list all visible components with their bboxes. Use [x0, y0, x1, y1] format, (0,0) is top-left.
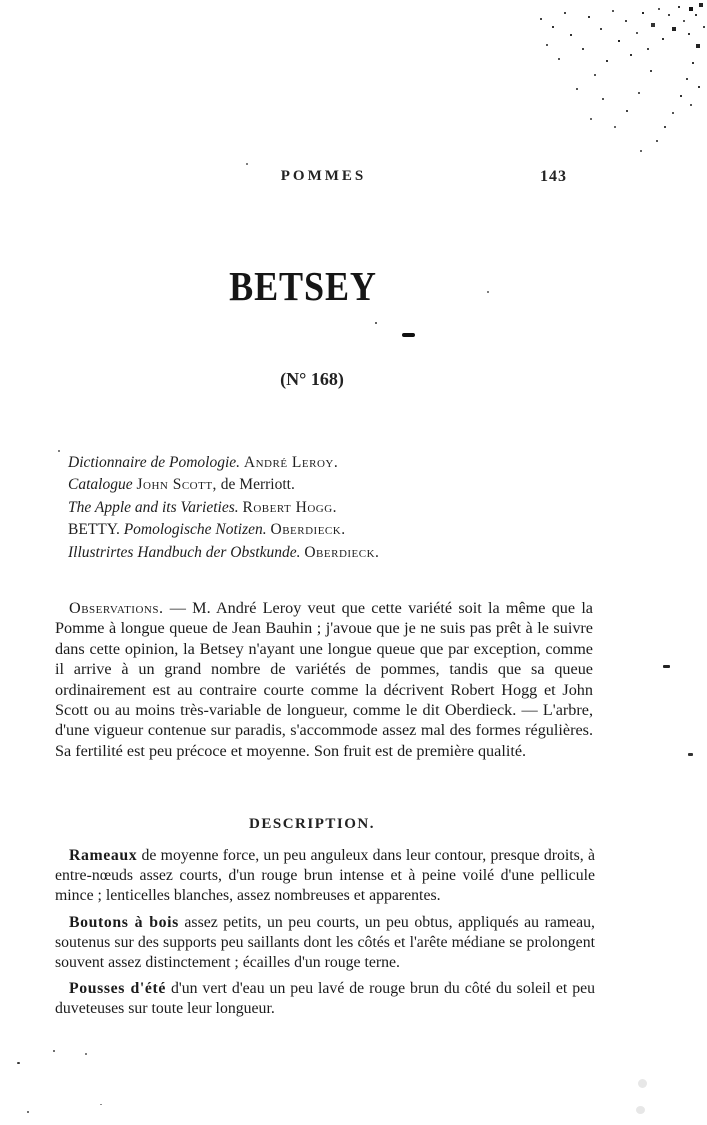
author-name: André Leroy.: [243, 454, 339, 471]
work-title: The Apple and its Varieties.: [68, 498, 239, 516]
faint-smudge: [636, 1106, 645, 1114]
scan-noise-cluster: [540, 0, 542, 2]
ink-speck: [246, 163, 248, 165]
description-paragraph-rameaux: [55, 846, 595, 906]
work-title: Dictionnaire de Pomologie.: [68, 454, 241, 471]
entry-trailing-text: de Merriott.: [220, 476, 295, 494]
variety-number: (N° 168): [280, 369, 344, 389]
ink-mark: [688, 753, 693, 756]
paragraph-body: de moyenne force, un peu anguleux dans leur contour, presque droits, à entre-nœuds assez courts, d'un rouge brun intense et à peine voilé d'une pellicule mince ; lenticelles blanches, assez nombreuses et apparentes.: [55, 847, 595, 904]
work-title: Pomologische Notizen.: [123, 521, 267, 539]
observations-lead: Observations.: [69, 599, 164, 617]
work-title: Catalogue: [68, 476, 133, 494]
description-heading: DESCRIPTION.: [249, 816, 375, 832]
bibliography-list: [68, 452, 578, 564]
bibliography-entry: [68, 519, 578, 541]
description-section: [55, 846, 595, 1026]
observations-paragraph: [55, 598, 593, 761]
paragraph-body: assez petits, un peu courts, un peu obtus, appliqués au rameau, soutenus sur des supports peu saillants dont les côtés et l'arête médiane se prolongent souvent assez distinctement ; écailles d'un rouge terne.: [55, 913, 595, 971]
ink-mark: [402, 333, 415, 337]
paragraph-body: d'un vert d'eau un peu lavé de rouge brun du côté du soleil et peu duveteuses sur toute leur longueur.: [55, 980, 596, 1018]
page-number: 143: [540, 168, 567, 185]
paragraph-lead: Rameaux: [69, 847, 138, 864]
ink-speck: [17, 1062, 20, 1064]
work-title: Illustrirtes Handbuch der Obstkunde.: [68, 543, 301, 561]
ink-speck: [27, 1111, 29, 1113]
bibliography-entry: [68, 452, 578, 474]
variety-title: BETSEY: [229, 263, 377, 309]
running-title: POMMES: [280, 168, 367, 184]
bibliography-entry: [68, 474, 578, 496]
description-paragraph-boutons: [55, 913, 595, 973]
ink-mark: [663, 665, 670, 668]
author-name: Oberdieck.: [270, 521, 346, 539]
ink-speck: [100, 1104, 102, 1105]
ink-speck: [85, 1053, 87, 1055]
author-name: Robert Hogg.: [242, 498, 338, 516]
paragraph-lead: Pousses d'été: [69, 980, 166, 998]
ink-speck: [53, 1050, 55, 1052]
bibliography-entry: [68, 497, 578, 519]
author-name: Oberdieck.: [304, 543, 380, 561]
author-name: John Scott,: [136, 476, 217, 494]
bibliography-entry: [68, 542, 578, 564]
entry-lead-text: BETTY.: [68, 521, 120, 539]
observations-body: — M. André Leroy veut que cette variété soit la même que la Pomme à longue queue de Jean Bauhin ; j'avoue que je ne suis pas prêt à le suivre dans cette opinion, la Betsey n'ayant une longue queue que par exception, comme il arrive à un grand nombre de variétés de pommes, tandis que sa queue ordinairement est au contraire courte comme la décrivent Robert Hogg et John Scott ou au moins très-variable de longueur, comme le dit Oberdieck. — L'arbre, d'une vigueur contenue sur paradis, s'accommode assez mal des formes régulières. Sa fertilité est peu précoce et moyenne. Son fruit est de première qualité.: [55, 599, 593, 760]
paragraph-lead: Boutons à bois: [69, 913, 179, 931]
running-header: [55, 168, 592, 188]
ink-speck: [375, 322, 377, 324]
faint-smudge: [638, 1079, 647, 1088]
ink-speck: [58, 450, 60, 452]
description-paragraph-pousses: [55, 979, 595, 1019]
